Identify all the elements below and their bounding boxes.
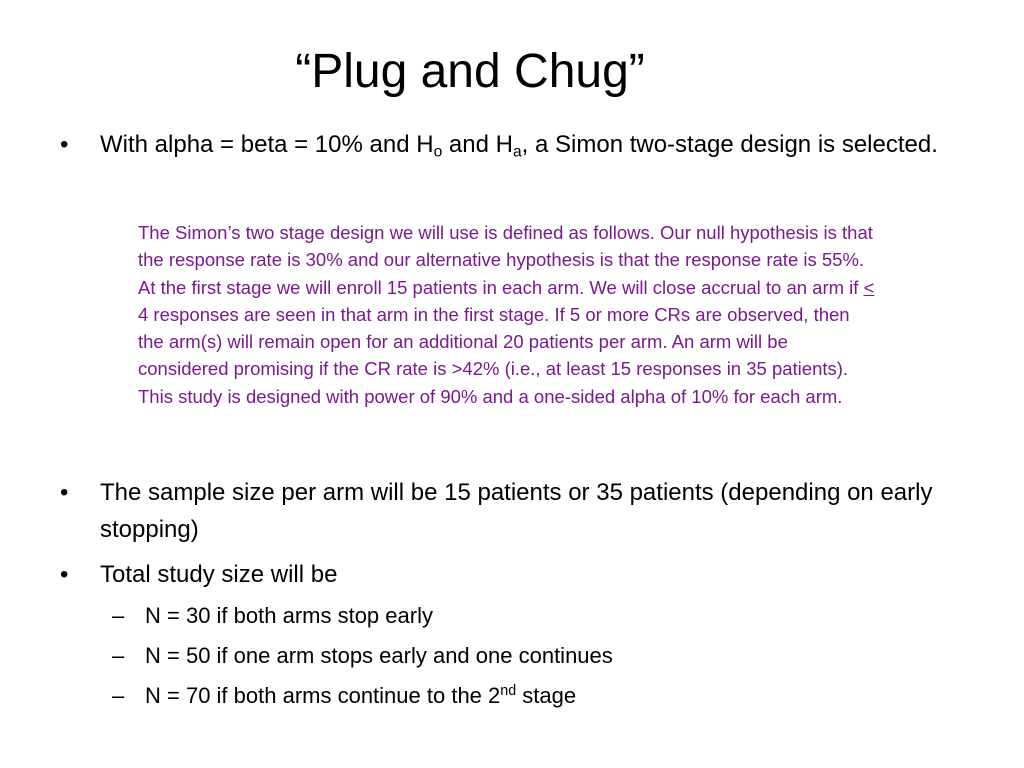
sub-item-text-part: stage [516, 683, 577, 708]
bullet-marker: • [60, 131, 69, 158]
bullet-text: Total study size will be [100, 561, 338, 588]
design-description [138, 219, 878, 410]
sub-item-text-part: N = 70 if both arms continue to the 2 [145, 683, 501, 708]
subscript-a: a [512, 143, 522, 161]
sub-item-text [145, 681, 905, 711]
bullet-text-part: , a Simon two-stage design is selected. [521, 131, 938, 158]
dash-marker: – [112, 603, 125, 628]
superscript-nd: nd [500, 683, 517, 700]
design-description-part: 4 responses are seen in that arm in the first stage. If 5 or more CRs are observed, then the arm(s) will remain open for an additional 20 patients per arm. An arm will be considered promising if the CR rate is >42% (i.e., at least 15 responses in 35 patients). This study is designed with power of 90% and a one-sided alpha of 10% for each arm. [138, 303, 850, 407]
bullet-text-part: and H [442, 131, 513, 158]
bullet-marker: • [60, 561, 69, 588]
bullet-text: The sample size per arm will be 15 patients or 35 patients (depending on early stopping) [100, 479, 933, 543]
design-description-part: The Simon’s two stage design we will use is defined as follows. Our null hypothesis is that the response rate is 30% and our alternative hypothesis is that the response rate is 55%. At the first stage we will enroll 15 patients in each arm. We will close accrual to an arm if [138, 222, 873, 298]
dash-marker: – [112, 643, 125, 668]
bullet-marker: • [60, 479, 69, 506]
slide-title: “Plug and Chug” [295, 45, 645, 98]
dash-marker: – [112, 683, 125, 708]
bullet-text [100, 126, 960, 163]
sub-item-text: N = 30 if both arms stop early [145, 603, 433, 628]
bullet-text-part: With alpha = beta = 10% and H [100, 131, 434, 158]
sub-item-text: N = 50 if one arm stops early and one continues [145, 643, 613, 668]
subscript-o: o [433, 143, 443, 161]
less-equal-symbol: < [863, 276, 875, 298]
